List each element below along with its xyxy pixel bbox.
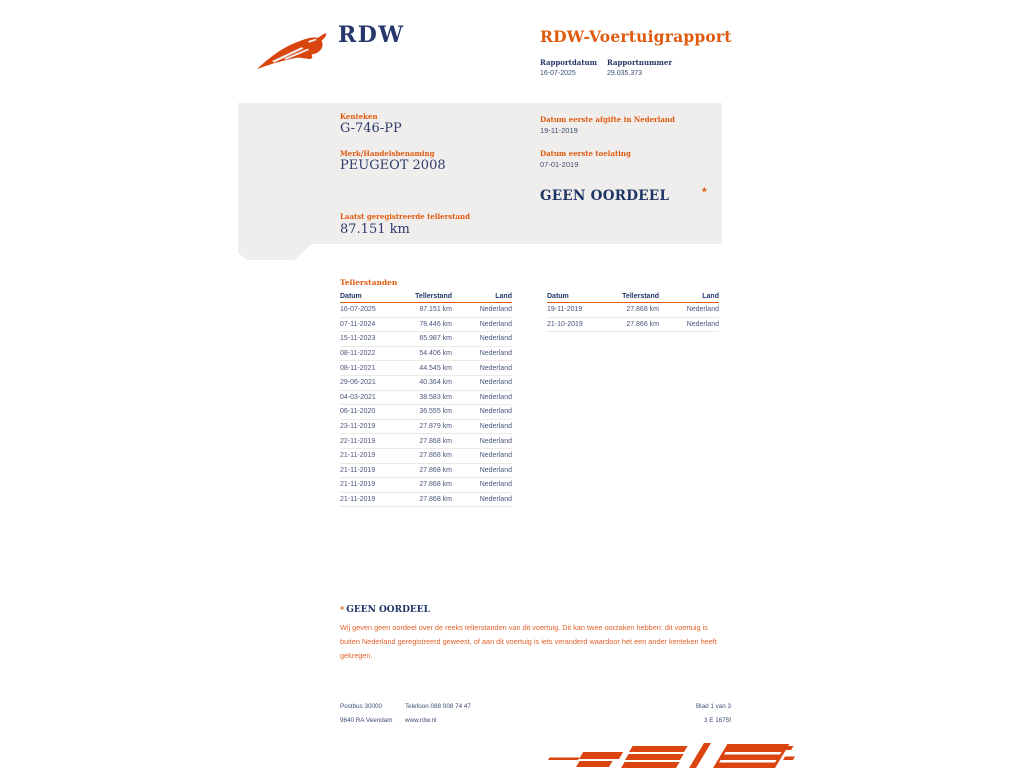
merk-label: Merk/Handelsbenaming <box>340 149 435 158</box>
footer-contact <box>405 700 471 728</box>
odometer-table-right <box>547 291 719 332</box>
cell-land: Nederland <box>479 408 512 416</box>
cell-tellerstand: 38.583 km <box>419 393 452 401</box>
afgifte-label: Datum eerste afgifte in Nederland <box>540 115 675 124</box>
table-row <box>340 449 512 464</box>
cell-tellerstand: 65.987 km <box>419 335 452 343</box>
table-row <box>340 318 512 333</box>
cell-datum: 21-11-2019 <box>340 466 376 474</box>
cell-land: Nederland <box>479 481 512 489</box>
oordeel-asterisk: * <box>702 185 707 199</box>
table-row <box>340 493 512 508</box>
cell-tellerstand: 87.151 km <box>419 306 452 314</box>
cell-land: Nederland <box>479 423 512 431</box>
table-row <box>340 347 512 362</box>
toelating-label: Datum eerste toelating <box>540 149 631 158</box>
footnote-title-text: GEEN OORDEEL <box>346 605 430 615</box>
cell-tellerstand: 40.364 km <box>419 379 452 387</box>
table-row <box>340 332 512 347</box>
cell-tellerstand: 27.868 km <box>419 437 452 445</box>
toelating-value: 07-01-2019 <box>540 160 579 169</box>
report-date-label: Rapportdatum <box>540 58 598 67</box>
merk-value: PEUGEOT 2008 <box>340 158 446 173</box>
odometer-table-left <box>340 291 512 507</box>
cell-tellerstand: 27.868 km <box>626 306 659 314</box>
report-number-label: Rapportnummer <box>607 58 673 67</box>
cell-land: Nederland <box>479 466 512 474</box>
cell-land: Nederland <box>479 437 512 445</box>
footnote-asterisk: * <box>340 604 345 614</box>
table-header-row <box>340 291 512 303</box>
cell-tellerstand: 27.868 km <box>419 496 452 504</box>
cell-tellerstand: 27.879 km <box>419 423 452 431</box>
table-row <box>340 391 512 406</box>
afgifte-value: 19-11-2019 <box>540 126 578 135</box>
cell-datum: 19-11-2019 <box>547 306 583 314</box>
cell-datum: 22-11-2019 <box>340 437 376 445</box>
cell-datum: 21-10-2019 <box>547 320 583 328</box>
cell-datum: 08-11-2021 <box>340 364 376 372</box>
col-header-tellerstand: Tellerstand <box>622 293 659 300</box>
col-header-land: Land <box>495 293 512 300</box>
cell-land: Nederland <box>686 306 719 314</box>
footer-page-indicator: Blad 1 van 3 <box>695 703 731 710</box>
cell-datum: 04-03-2021 <box>340 393 376 401</box>
cell-land: Nederland <box>479 496 512 504</box>
cell-land: Nederland <box>479 379 512 387</box>
document-title: RDW-Voertuigrapport <box>540 27 732 46</box>
table-header-row <box>547 291 719 303</box>
cell-land: Nederland <box>479 364 512 372</box>
rdw-logo-bird-icon <box>256 30 334 72</box>
footnote-body: Wij geven geen oordeel over de reeks tellerstanden van dit voertuig. Dit kan twee oorzaken hebben: dit voertuig is buiten Nederland geregistreerd geweest, of aan dit voertuig is iets veranderd waardoor het een ander kenteken heeft gekregen. <box>340 623 717 660</box>
table-row <box>340 420 512 435</box>
cell-land: Nederland <box>686 320 719 328</box>
cell-tellerstand: 27.868 km <box>419 466 452 474</box>
cell-tellerstand: 78.446 km <box>419 320 452 328</box>
tellerstanden-section-title: Tellerstanden <box>340 278 398 287</box>
cell-datum: 15-11-2023 <box>340 335 376 343</box>
table-row <box>340 434 512 449</box>
cell-tellerstand: 27.866 km <box>626 320 659 328</box>
cell-tellerstand: 27.868 km <box>419 481 452 489</box>
col-header-datum: Datum <box>547 293 569 300</box>
footer-phone: Telefoon 088 008 74 47 <box>405 703 471 710</box>
rdw-logo-text: RDW <box>338 22 405 48</box>
footer-address <box>340 700 393 728</box>
report-date-value: 16-07-2025 <box>540 70 576 77</box>
table-row <box>340 478 512 493</box>
cell-land: Nederland <box>479 452 512 460</box>
footer-address-line2: 9640 RA Veendam <box>340 717 393 724</box>
vehicle-summary-box <box>238 103 722 244</box>
cell-datum: 23-11-2019 <box>340 423 376 431</box>
table-row <box>547 318 719 333</box>
table-row <box>340 376 512 391</box>
cell-land: Nederland <box>479 320 512 328</box>
col-header-tellerstand: Tellerstand <box>415 293 452 300</box>
cell-datum: 16-07-2025 <box>340 306 376 314</box>
report-number-value: 29.035.373 <box>607 70 643 77</box>
footer-form-code: 3 E 1675f <box>704 717 731 724</box>
tellerstand-value: 87.151 km <box>340 222 410 237</box>
kenteken-label: Kenteken <box>340 112 378 121</box>
cell-datum: 21-11-2019 <box>340 452 376 460</box>
cell-land: Nederland <box>479 306 512 314</box>
footer-page-info <box>696 700 731 728</box>
cell-datum: 07-11-2024 <box>340 320 376 328</box>
oordeel-status: GEEN OORDEEL <box>540 188 670 204</box>
cell-datum: 08-11-2022 <box>340 350 376 358</box>
kenteken-value: G-746-PP <box>340 121 402 136</box>
tellerstand-label: Laatst geregistreerde tellerstand <box>340 212 470 221</box>
table-row <box>547 303 719 318</box>
cell-datum: 21-11-2019 <box>340 496 376 504</box>
table-row <box>340 464 512 479</box>
table-row <box>340 405 512 420</box>
cell-land: Nederland <box>479 335 512 343</box>
table-row <box>340 361 512 376</box>
rdw-swoosh-graphic-icon <box>543 738 795 768</box>
footnote-title <box>340 604 430 615</box>
cell-datum: 21-11-2019 <box>340 481 376 489</box>
cell-tellerstand: 27.868 km <box>419 452 452 460</box>
cell-tellerstand: 44.545 km <box>419 364 452 372</box>
cell-land: Nederland <box>479 393 512 401</box>
footer-website: www.rdw.nl <box>405 717 437 724</box>
footer-address-line1: Postbus 30000 <box>340 703 383 710</box>
col-header-datum: Datum <box>340 293 362 300</box>
cell-datum: 06-11-2020 <box>340 408 376 416</box>
cell-datum: 29-06-2021 <box>340 379 376 387</box>
cell-land: Nederland <box>479 350 512 358</box>
col-header-land: Land <box>702 293 719 300</box>
cell-tellerstand: 54.406 km <box>419 350 452 358</box>
cell-tellerstand: 36.555 km <box>419 408 452 416</box>
table-row <box>340 303 512 318</box>
